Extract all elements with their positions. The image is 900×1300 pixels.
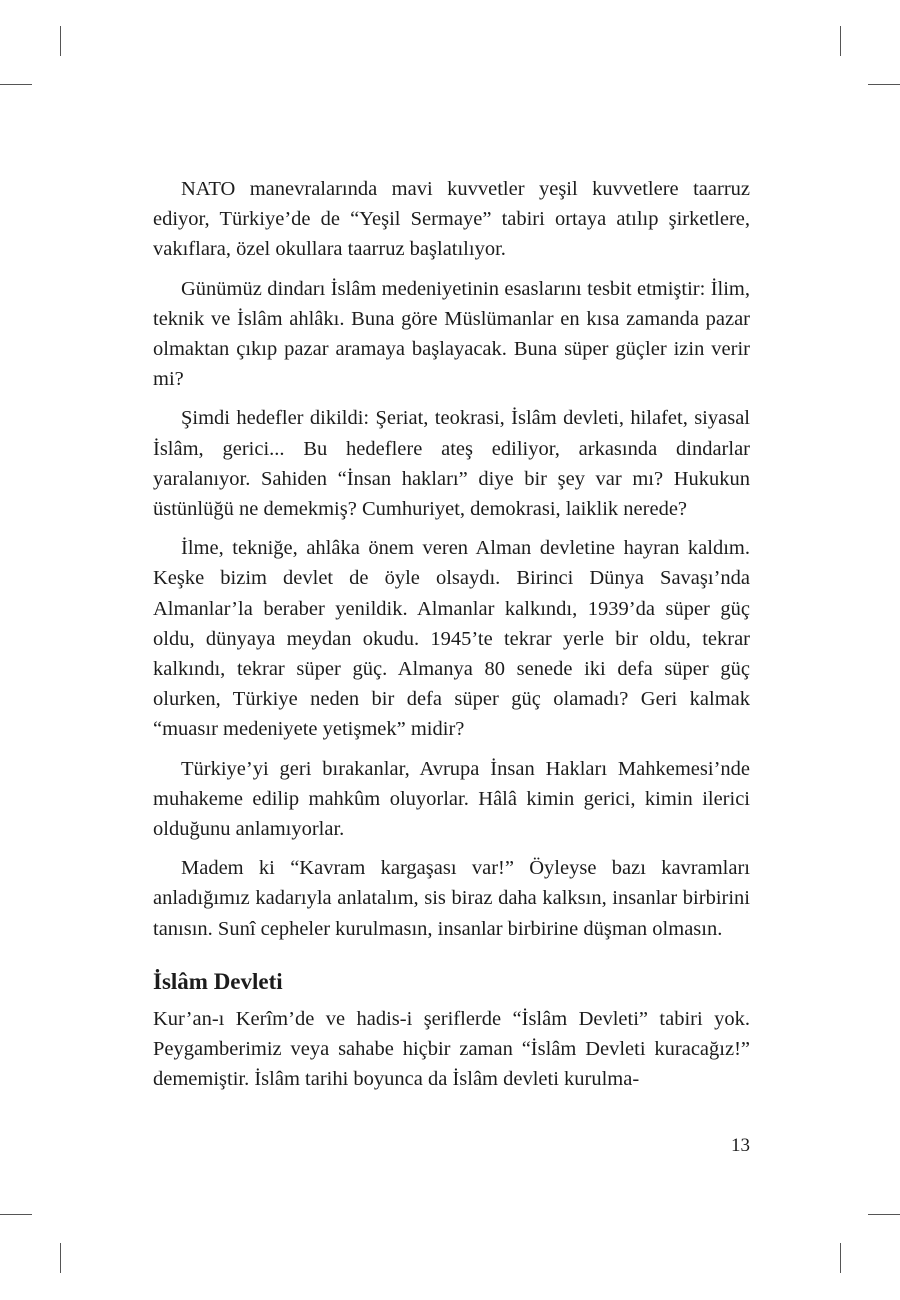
crop-mark-top-left-horizontal <box>0 84 32 85</box>
crop-mark-top-right <box>840 26 841 56</box>
crop-mark-bottom-right-horizontal <box>868 1214 900 1215</box>
crop-mark-bottom-left-horizontal <box>0 1214 32 1215</box>
paragraph: İlme, tekniğe, ahlâka önem veren Alman devletine hayran kaldım. Keşke bizim devlet de öyle olsaydı. Birinci Dünya Savaşı’nda Almanlar’la beraber yenildik. Almanlar kalkındı, 1939’da süper güç oldu, dünyaya meydan okudu. 1945’te tekrar yerle bir oldu, tekrar kalkındı, tekrar süper güç. Almanya 80 senede iki defa süper güç olurken, Türkiye neden bir defa süper güç olamadı? Geri kalmak “muasır medeniyete yetişmek” midir? <box>153 537 750 741</box>
page-number: 13 <box>731 1135 750 1156</box>
paragraph: NATO manevralarında mavi kuvvetler yeşil kuvvetlere taarruz ediyor, Türkiye’de de “Yeşil Sermaye” tabiri ortaya atılıp şirketlere, vakıflara, özel okullara taarruz başlatılıyor. <box>153 178 750 261</box>
section-heading: İslâm Devleti <box>153 968 283 994</box>
crop-mark-bottom-right <box>840 1243 841 1273</box>
crop-mark-bottom-left <box>60 1243 61 1273</box>
section-paragraph: Kur’an-ı Kerîm’de ve hadis-i şeriflerde “İslâm Devleti” tabiri yok. Peygamberimiz veya sahabe hiçbir zaman “İslâm Devleti kuracağız!” dememiştir. İslâm tarihi boyunca da İslâm devleti kurulma- <box>153 1007 750 1091</box>
paragraph: Türkiye’yi geri bırakanlar, Avrupa İnsan Hakları Mahkemesi’nde muhakeme edilip mahkûm oluyorlar. Hâlâ kimin gerici, kimin ilerici olduğunu anlamıyorlar. <box>153 757 750 841</box>
crop-mark-top-right-horizontal <box>868 84 900 85</box>
paragraph: Günümüz dindarı İslâm medeniyetinin esaslarını tesbit etmiştir: İlim, teknik ve İslâm ahlâkı. Buna göre Müslümanlar en kısa zamanda pazar olmaktan çıkıp pazar aramaya başlayacak. Buna süper güçler izin verir mi? <box>153 277 750 391</box>
page-body <box>153 174 750 1103</box>
paragraph: Şimdi hedefler dikildi: Şeriat, teokrasi, İslâm devleti, hilafet, siyasal İslâm, gerici... Bu hedeflere ateş ediliyor, arkasında dindarlar yaralanıyor. Sahiden “İnsan hakları” diye bir şey var mı? Hukukun üstünlüğü ne demekmiş? Cumhuriyet, demokrasi, laiklik nerede? <box>153 407 750 521</box>
crop-mark-top-left <box>60 26 61 56</box>
paragraph: Madem ki “Kavram kargaşası var!” Öyleyse bazı kavramları anladığımız kadarıyla anlatalım, sis biraz daha kalksın, insanlar birbirini tanısın. Sunî cepheler kurulmasın, insanlar birbirine düşman olmasın. <box>153 857 750 940</box>
